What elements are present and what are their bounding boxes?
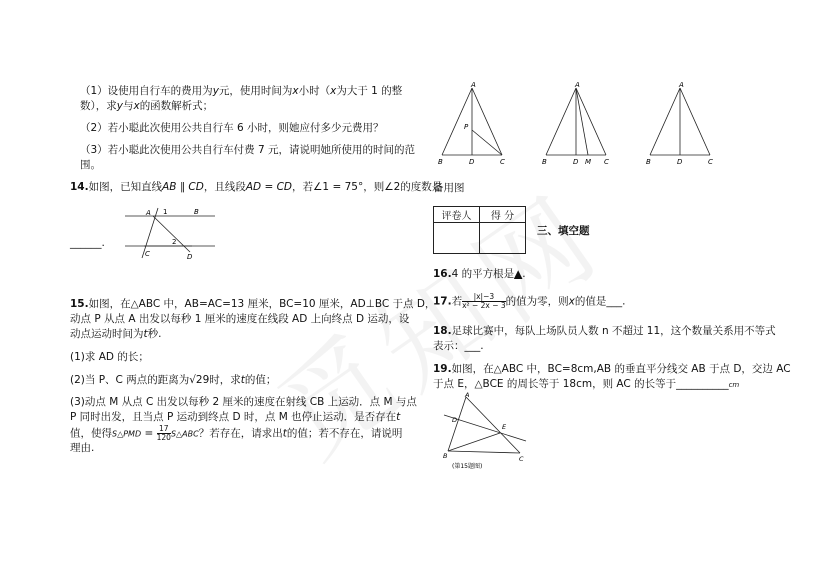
label-d: D	[187, 253, 193, 261]
q15-part3-line2: P 同时出发，且当点 P 运动到终点 D 时，点 M 也停止运动．是否存在t	[70, 411, 401, 423]
q13-part2: （2）若小聪此次使用公共自行车 6 小时，则她应付多少元费用？	[80, 122, 384, 134]
grade-score-cell	[480, 223, 526, 254]
svg-text:C: C	[519, 455, 524, 463]
svg-text:A: A	[465, 391, 470, 399]
q15-number: 15.	[70, 298, 89, 310]
svg-text:D: D	[452, 416, 458, 424]
q15-line2: 动点 P 从点 A 出发以每秒 1 厘米的速度在线段 AD 上向终点 D 运动，设	[70, 313, 410, 325]
q14-answer-blank: ______.	[70, 237, 105, 249]
grade-score-header: 得 分	[480, 207, 526, 223]
label-b: B	[194, 208, 199, 216]
q18-line2: 表示：___.	[433, 340, 484, 352]
q17-text: 17.若 $\frac{|x|-3}{\text{x² − 2x − 3}}$ 的值为零，则x的值是___.	[433, 292, 626, 310]
figure-q15-main	[434, 80, 514, 166]
grade-reviewer-cell	[434, 223, 480, 254]
q13-part3-line1: （3）若小聪此次使用公共自行车付费 7 元，请说明她所使用的时间的范	[80, 144, 416, 156]
q13-part1-line1: （1）设使用自行车的费用为y元，使用时间为x小时（x为大于 1 的整	[80, 85, 403, 97]
segment-ad	[153, 216, 190, 252]
svg-text:B: B	[542, 158, 547, 166]
svg-text:A: A	[575, 81, 580, 89]
q14-text: 14.如图，已知直线AB ∥ CD，且线段AD = CD，若∠1 = 75°，则∠2的度数是	[70, 181, 443, 193]
q15-part2: (2)当 P、C 两点的距离为√29时，求t的值；	[70, 374, 277, 386]
q13-part3-line2: 围。	[80, 159, 101, 171]
q15-part3-line4: 理由.	[70, 442, 95, 454]
q15-line3: 动点运动时间为t秒.	[70, 328, 162, 340]
q19-line1: 19.如图，在△ABC 中，BC=8cm,AB 的垂直平分线交 AB 于点 D，交边 AC	[433, 363, 791, 375]
label-two: 2	[172, 238, 177, 246]
figure-q14	[120, 204, 220, 262]
fraction-17-120: $\frac{17}{120}$	[156, 424, 171, 442]
svg-text:E: E	[502, 423, 507, 431]
q15-part3-line1: (3)动点 M 从点 C 出发以每秒 2 厘米的速度在射线 CB 上运动．点 M 与点	[70, 396, 417, 408]
q19-line2: 于点 E，△BCE 的周长等于 18cm，则 AC 的长等于__________cm	[433, 378, 740, 390]
q14-number: 14.	[70, 181, 89, 193]
q15-part1: (1)求 AD 的长；	[70, 351, 149, 363]
label-a: A	[146, 209, 151, 217]
label-c: C	[145, 250, 150, 258]
figure-q15-backup-2	[642, 80, 722, 166]
q18-line1: 18.足球比赛中，每队上场队员人数 n 不超过 11，这个数量关系用不等式	[433, 325, 776, 337]
q15-line1: 15.如图，在△ABC 中，AB=AC=13 厘米，BC=10 厘米，AD⊥BC 于点 D，	[70, 298, 436, 310]
svg-text:C: C	[604, 158, 609, 166]
q17-fraction: $\frac{|x|-3}{\text{x² − 2x − 3}}$	[462, 292, 506, 310]
svg-text:C: C	[708, 158, 713, 166]
q15-part3-line3: 值，使得S△PMD = $\frac{17}{120}$ S△ABC？若存在，请求出t的值；若不存在，请说明	[70, 424, 403, 442]
backup-figure-label: 备用图	[433, 182, 465, 194]
svg-text:C: C	[500, 158, 505, 166]
svg-text:D: D	[677, 158, 683, 166]
grading-table	[433, 206, 526, 254]
svg-text:P: P	[464, 123, 469, 131]
q16-text: 16.4 的平方根是▲.	[433, 268, 526, 280]
label-one: 1	[163, 208, 168, 216]
svg-text:A: A	[679, 81, 684, 89]
svg-text:B: B	[443, 452, 448, 460]
figure-q19	[440, 391, 532, 471]
grade-reviewer-header: 评卷人	[434, 207, 480, 223]
svg-text:D: D	[573, 158, 579, 166]
svg-text:B: B	[438, 158, 443, 166]
svg-text:B: B	[646, 158, 651, 166]
figure-q15-backup-1	[538, 80, 618, 166]
svg-text:A: A	[471, 81, 476, 89]
figure-q19-caption: (第15题图)	[452, 463, 483, 470]
section-3-title: 三、填空题	[537, 225, 590, 237]
svg-text:M: M	[585, 158, 592, 166]
q13-part1-line2: 数），求y与x的函数解析式；	[80, 100, 214, 112]
svg-text:D: D	[469, 158, 475, 166]
